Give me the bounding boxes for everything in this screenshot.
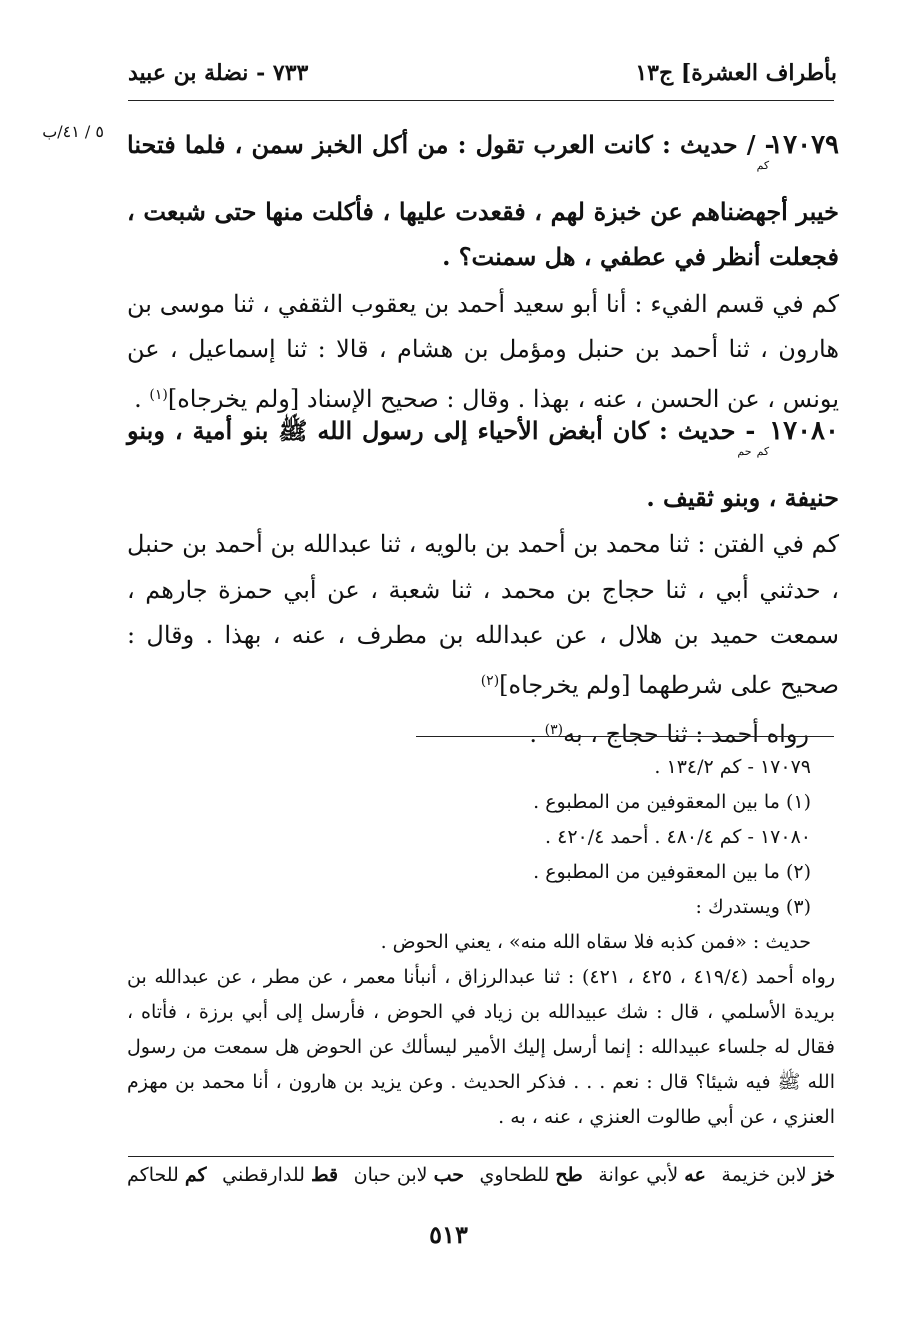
- footnote-line: ١٧٠٧٩ - كم ١٣٤/٢ .: [654, 756, 811, 778]
- abbrev-code: خز: [812, 1164, 835, 1186]
- abbrev-item: [127, 1164, 207, 1186]
- abbrev-name: لابن حبان: [353, 1164, 428, 1186]
- footnote-line: ١٧٠٨٠ - كم ٤٨٠/٤ . أحمد ٤٢٠/٤ .: [545, 826, 811, 848]
- abbrev-name: للدارقطني: [222, 1164, 305, 1186]
- footnote-line: حديث : «فمن كذبه فلا سقاه الله منه» ، يعني الحوض .: [380, 931, 811, 953]
- abbrev-name: لأبي عوانة: [598, 1164, 679, 1186]
- footnote-ref: (٣): [544, 722, 564, 738]
- abbreviations-rule: [128, 1156, 834, 1157]
- entry-number: ١٧٠٧٩: [769, 130, 839, 160]
- footnote-rule: [416, 736, 834, 737]
- abbrev-code: كم: [184, 1164, 207, 1186]
- hadith-text: - حديث : كان أبغض الأحياء إلى رسول الله ﷺ بنو أمية ، وبنو حنيفة ، وبنو ثقيف .: [127, 416, 839, 512]
- abbrev-item: [354, 1164, 464, 1186]
- entry-17079: [127, 122, 839, 422]
- abbrev-item: [480, 1164, 583, 1186]
- footnote-ref: (٢): [480, 672, 500, 689]
- abbrev-item: [598, 1164, 705, 1186]
- entry-number: ١٧٠٨٠: [769, 416, 839, 446]
- footnote-ref: (١): [149, 386, 168, 403]
- source-tag: كم حم: [737, 445, 770, 458]
- abbrev-name: لابن خزيمة: [721, 1164, 807, 1186]
- footnote-paragraph: رواه أحمد (٤١٩/٤ ، ٤٢٥ ، ٤٢١) : ثنا عبدالرزاق ، أنبأنا معمر ، عن مطر ، عن عبدالله بن بريدة الأسلمي ، قال : شك عبيدالله بن زياد في الحوض ، فأرسل إلى أبي برزة ، فأتاه ، فقال له جلساء عبيدالله : إنما أرسل إليك الأمير ليسألك عن الحوض هل سمعت من رسول الله ﷺ فيه شيئا؟ قال : نعم . . . فذكر الحديث . وعن يزيد بن هارون ، أنا محمد بن مهزم العنزي ، عن أبي طالوت العنزي ، عنه ، به .: [127, 966, 836, 1128]
- abbrev-name: للحاكم: [127, 1164, 179, 1186]
- abbrev-code: حب: [433, 1164, 464, 1186]
- source-tag: كم: [756, 159, 770, 172]
- entry-17080: [127, 408, 839, 758]
- abbrev-code: عه: [684, 1164, 706, 1186]
- abbreviations-legend: [127, 1164, 835, 1186]
- entry-17079-hadith: [127, 122, 839, 280]
- header-section-title: ٧٣٣ - نضلة بن عبيد: [128, 60, 309, 86]
- footnote-line: (١) ما بين المعقوفين من المطبوع .: [533, 791, 811, 813]
- footnotes: [127, 750, 835, 1135]
- margin-note: [42, 122, 104, 142]
- footnote-line: (٢) ما بين المعقوفين من المطبوع .: [533, 861, 811, 883]
- isnad-text: كم في قسم الفيء : أنا أبو سعيد أحمد بن يعقوب الثقفي ، ثنا موسى بن هارون ، ثنا أحمد بن حنبل ومؤمل بن هشام ، قالا : ثنا إسماعيل ، عن يونس ، عن الحسن ، عنه ، بهذا . وقال : صحيح الإسناد [ولم يخرجاه]: [127, 289, 840, 413]
- sentence-end: .: [134, 384, 150, 413]
- page-number: ٥١٣: [429, 1220, 468, 1249]
- isnad-text: كم في الفتن : ثنا محمد بن أحمد بن بالويه ، ثنا عبدالله بن أحمد بن حنبل ، حدثني أبي ، ثنا حجاج بن محمد ، ثنا شعبة ، عن أبي حمزة جارهم ، سمعت حميد بن هلال ، عن عبدالله بن مطرف ، عنه ، بهذا . وقال : صحيح على شرطهما [ولم يخرجاه]: [127, 530, 839, 699]
- abbrev-item: [222, 1164, 338, 1186]
- abbrev-item: [721, 1164, 835, 1186]
- riwaya-text: رواه أحمد : ثنا حجاج ، به: [563, 720, 809, 748]
- header-book-title: بأطراف العشرة] ج١٣: [635, 60, 837, 86]
- entry-17080-hadith: [127, 408, 839, 520]
- entry-17080-isnad: [127, 522, 839, 708]
- entry-17079-isnad: [127, 282, 839, 423]
- hadith-text: - / حديث : كانت العرب تقول : من أكل الخبز سمن ، فلما فتحنا خيبر أجهضناهم عن خبزة لهم ، فقعدت عليها ، فأكلت منها حتى شبعت ، فجعلت أنظر في عطفي ، هل سمنت؟ .: [127, 130, 839, 271]
- sentence-end: .: [529, 720, 545, 748]
- margin-note-text: ٥ / ٤١/ب: [42, 122, 104, 141]
- footnote-line: (٣) ويستدرك :: [695, 896, 811, 918]
- abbrev-name: للطحاوي: [479, 1164, 550, 1186]
- abbrev-code: طح: [555, 1164, 583, 1186]
- abbrev-code: قط: [310, 1164, 339, 1186]
- header-rule: [128, 100, 834, 101]
